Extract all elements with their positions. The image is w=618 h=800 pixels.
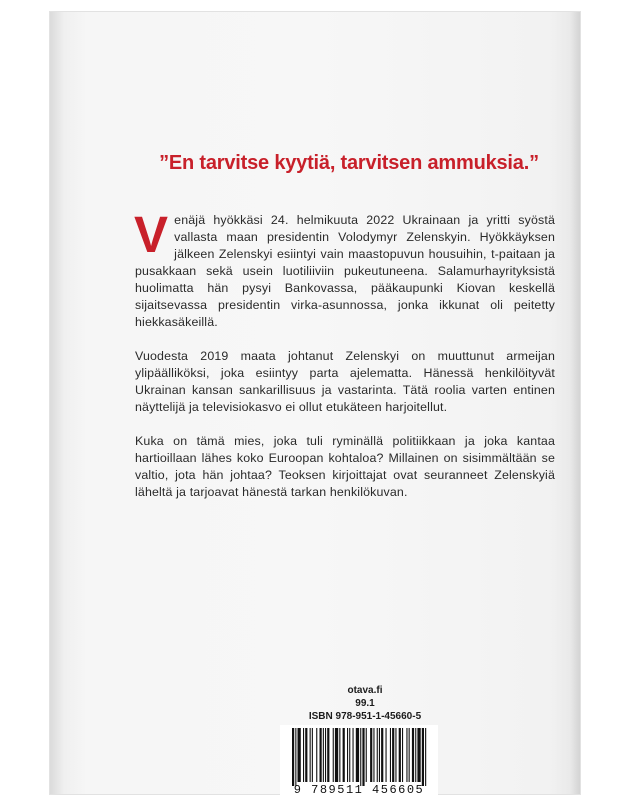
barcode-bar — [356, 728, 359, 782]
barcode-bar — [362, 728, 364, 786]
barcode-bar — [312, 728, 313, 782]
barcode-bar — [379, 728, 380, 782]
barcode-bar — [406, 728, 407, 782]
barcode-bar — [292, 728, 294, 786]
barcode-bar — [305, 728, 307, 782]
barcode-bar — [366, 728, 367, 782]
barcode-bar — [349, 728, 350, 782]
blurb-paragraph-3: Kuka on tämä mies, joka tuli ryminällä politiikkaan ja joka kantaa hartioillaan lähes koko Euroopan kohtaloa? Millainen on sisimmältään se valtio, jota hän johtaa? Teoksen kirjoittajat ovat seuranneet Zelenskyiä läheltä ja tarjoavat hänestä tarkan henkilökuvan. — [135, 434, 555, 499]
barcode-bar — [325, 728, 326, 782]
barcode-bar — [422, 728, 424, 786]
publisher-info — [290, 684, 440, 723]
barcode-bar — [386, 728, 387, 782]
blurb-text — [134, 206, 555, 518]
barcode-bar — [399, 728, 401, 782]
drop-cap: V — [134, 206, 169, 263]
barcode-bar — [395, 728, 396, 782]
barcode-bar — [316, 728, 317, 782]
barcode-bar — [353, 728, 354, 782]
barcode-bar — [402, 728, 403, 782]
barcode-bar — [377, 728, 378, 782]
barcode-bar — [412, 728, 414, 782]
barcode-bar — [415, 728, 416, 782]
blurb-paragraph-1-text: enäjä hyökkäsi 24. helmikuuta 2022 Ukrainaan ja yritti syöstä vallasta maan presidentin Volodymyr Zelenskyin. Hyökkäyksen jälkeen Zelenskyi esiintyi vain maastopuvun housuihin, t-paitaan ja pusakkaan sekä usein luotiliiviin pukeutuneena. Salamurhayrityksistä huolimatta hän pysyi Bankovassa, pääkaupunki Kiovan keskellä sijaitsevassa presidentin virka-asunnossa, jonka ikkunat oli peitetty hiekkasäkeillä. — [135, 213, 555, 329]
barcode-bar — [303, 728, 304, 782]
barcode-bar — [333, 728, 334, 782]
barcode-bar — [343, 728, 345, 782]
barcode-bar — [409, 728, 410, 782]
isbn-text: ISBN 978-951-1-45660-5 — [308, 711, 422, 722]
barcode-bar — [360, 728, 361, 786]
barcode — [280, 725, 438, 799]
barcode-bar — [347, 728, 348, 782]
barcode-bar — [310, 728, 311, 782]
barcode-bar — [320, 728, 322, 782]
publisher-website: otava.fi — [347, 685, 383, 696]
barcode-bar — [417, 728, 420, 782]
book-back-cover — [50, 12, 580, 797]
barcode-bar — [323, 728, 324, 782]
barcode-bar — [373, 728, 374, 782]
barcode-bar — [335, 728, 338, 782]
barcode-bar — [392, 728, 394, 782]
barcode-bar — [425, 728, 426, 786]
barcode-bar — [390, 728, 391, 782]
blurb-paragraph-2: Vuodesta 2019 maata johtanut Zelenskyi on muuttunut armeijan ylipäälliköksi, joka esiintyy parta ajelematta. Hänessä henkilöityvät Ukrainan kansan sankarillisuus ja vastarinta. Tätä roolia varten entinen näyttelijä ja televisiokasvo ei ollut etukäteen harjoitellut. — [135, 349, 555, 414]
barcode-bar — [381, 728, 383, 782]
barcode-bar — [298, 728, 301, 782]
barcode-bar — [295, 728, 296, 786]
barcode-bar — [339, 728, 340, 782]
blurb-paragraph-1 — [134, 206, 555, 331]
barcode-bar — [327, 728, 329, 782]
cover-quote: ”En tarvitse kyytiä, tarvitsen ammuksia.” — [159, 152, 539, 174]
barcode-digits: 9 789511 456605 — [293, 783, 425, 797]
barcode-bar — [370, 728, 372, 782]
classification-number: 99.1 — [355, 698, 375, 709]
